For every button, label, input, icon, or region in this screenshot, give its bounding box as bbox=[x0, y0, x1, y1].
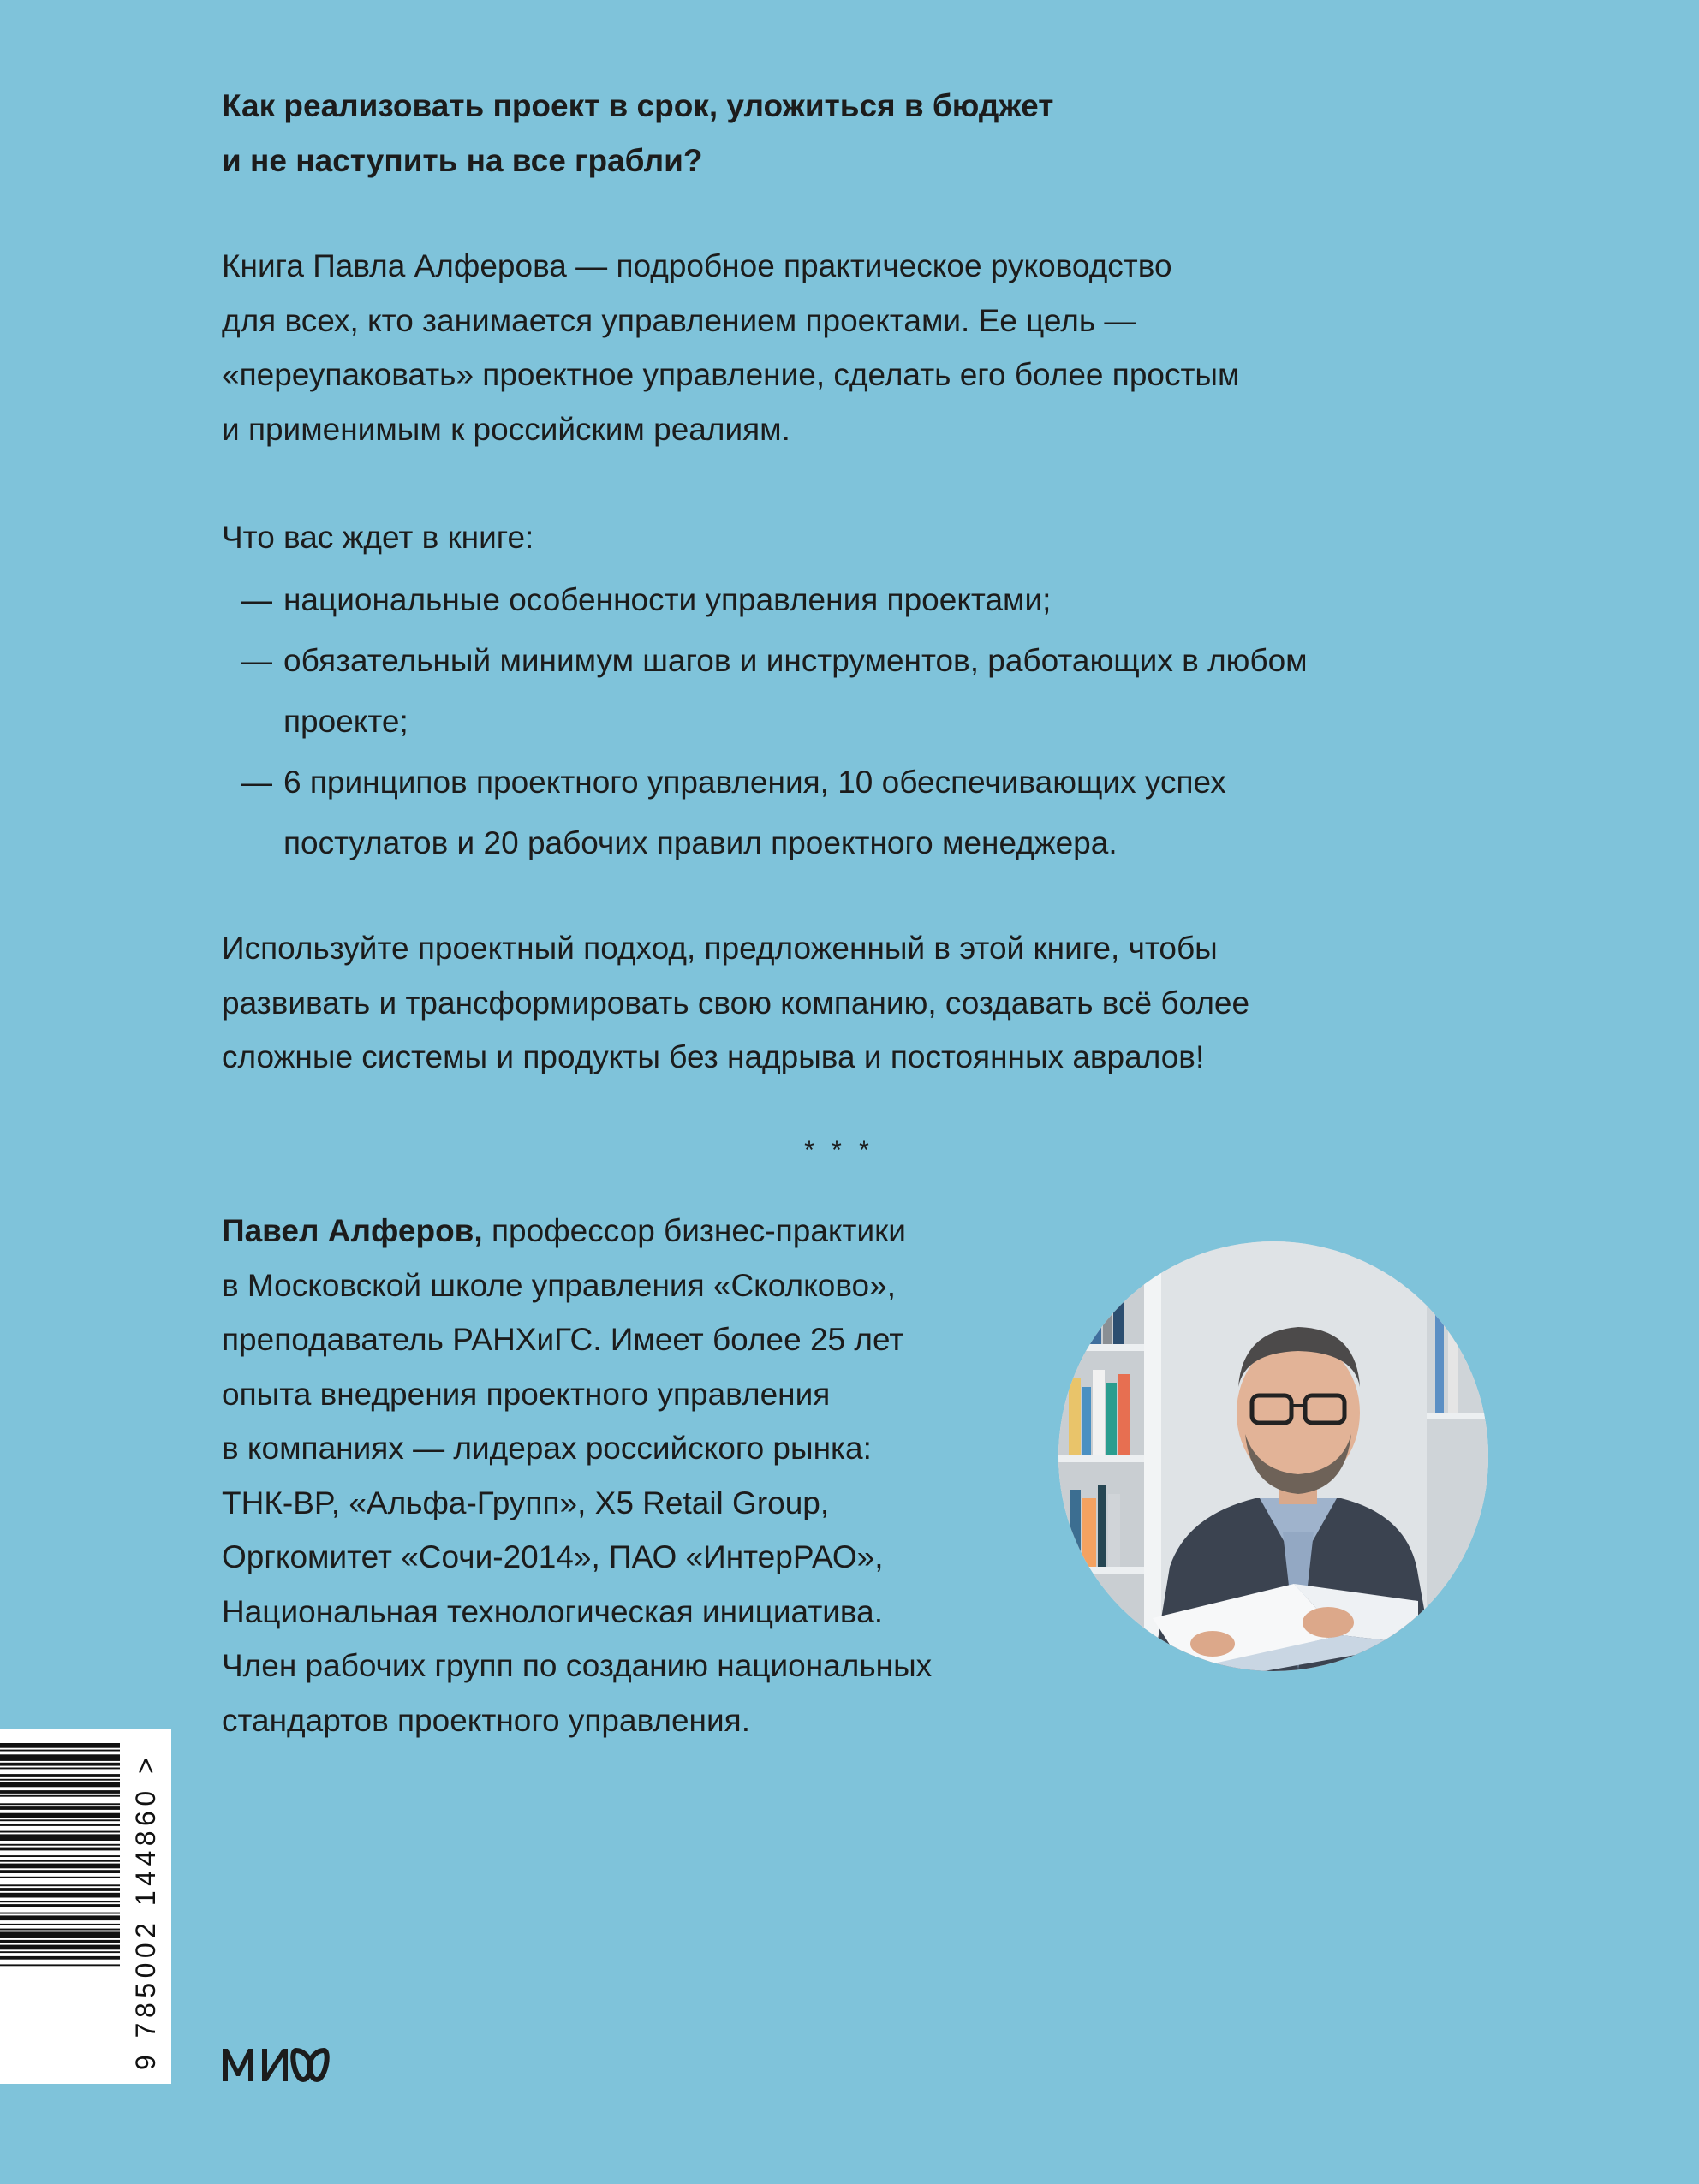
author-portrait-illustration bbox=[1058, 1241, 1488, 1671]
author-bio bbox=[222, 1204, 932, 1747]
intro-paragraph bbox=[222, 239, 1239, 456]
list-item bbox=[222, 752, 1308, 873]
bio-line: преподаватель РАНХиГС. Имеет более 25 лет bbox=[222, 1322, 904, 1357]
barcode-bar bbox=[0, 1779, 120, 1781]
list-item-line: постулатов и 20 рабочих правил проектного менеджера. bbox=[283, 825, 1118, 860]
barcode-bar bbox=[0, 1964, 120, 1966]
list-item bbox=[222, 569, 1308, 630]
barcode-bar bbox=[0, 1782, 120, 1788]
barcode-bar bbox=[0, 1795, 120, 1797]
barcode-bar bbox=[0, 1888, 120, 1891]
barcode-bar bbox=[0, 1931, 120, 1938]
closing-line-2: развивать и трансформировать свою компанию, создавать всё более bbox=[222, 985, 1250, 1021]
barcode-bar bbox=[0, 1893, 120, 1898]
barcode-bar bbox=[0, 1743, 120, 1748]
barcode-bar bbox=[0, 1945, 120, 1950]
barcode-digits: 9 785002 144860 > bbox=[130, 1753, 161, 2070]
intro-line-1: Книга Павла Алферова — подробное практическое руководство bbox=[222, 248, 1172, 283]
headline-line-2: и не наступить на все грабли? bbox=[222, 143, 703, 178]
bio-first-line-rest: профессор бизнес-практики bbox=[482, 1213, 906, 1248]
closing-line-1: Используйте проектный подход, предложенный в этой книге, чтобы bbox=[222, 931, 1218, 966]
feature-list bbox=[222, 569, 1308, 873]
author-name: Павел Алферов, bbox=[222, 1213, 483, 1248]
list-item bbox=[222, 630, 1308, 752]
barcode-bar bbox=[0, 1831, 120, 1833]
barcode-bar bbox=[0, 1834, 120, 1841]
barcode-bar bbox=[0, 1803, 120, 1805]
list-dash: — bbox=[241, 765, 272, 800]
list-item-line: 6 принципов проектного управления, 10 обеспечивающих успех bbox=[283, 765, 1226, 800]
barcode-bar bbox=[0, 1754, 120, 1761]
barcode-bar bbox=[0, 1813, 120, 1818]
bio-line: стандартов проектного управления. bbox=[222, 1702, 750, 1738]
bio-line: Оргкомитет «Сочи-2014», ПАО «ИнтерРАО», bbox=[222, 1539, 884, 1574]
barcode-bar bbox=[0, 1774, 120, 1777]
list-dash: — bbox=[241, 643, 272, 678]
barcode-bar bbox=[0, 1763, 120, 1766]
barcode-bar bbox=[0, 1860, 120, 1862]
barcode-bar bbox=[0, 1901, 120, 1902]
intro-line-2: для всех, кто занимается управлением проектами. Ее цель — bbox=[222, 302, 1136, 338]
barcode-bar bbox=[0, 1864, 120, 1869]
barcode-bar bbox=[0, 1819, 120, 1821]
barcode-bar bbox=[0, 1790, 120, 1794]
headline bbox=[222, 79, 1335, 188]
list-item-line: национальные особенности управления проектами; bbox=[283, 582, 1052, 617]
barcode-bar bbox=[0, 1915, 120, 1920]
bio-line: в Московской школе управления «Сколково», bbox=[222, 1267, 896, 1303]
bio-line: Член рабочих групп по созданию национальных bbox=[222, 1648, 933, 1683]
barcode-bar bbox=[0, 1806, 120, 1810]
barcode-bar bbox=[0, 1884, 120, 1886]
barcode-bar bbox=[0, 1824, 120, 1826]
bio-line-1 bbox=[222, 1204, 932, 1259]
mif-logo-icon bbox=[221, 2044, 358, 2086]
closing-line-3: сложные системы и продукты без надрыва и постоянных авралов! bbox=[222, 1039, 1205, 1074]
section-separator: * * * bbox=[804, 1136, 874, 1164]
barcode-bar bbox=[0, 1904, 120, 1907]
barcode-bar bbox=[0, 1877, 120, 1878]
list-item-line: проекте; bbox=[283, 704, 408, 739]
headline-line-1: Как реализовать проект в срок, уложиться в бюджет bbox=[222, 88, 1054, 123]
barcode-bar bbox=[0, 1844, 120, 1846]
closing-paragraph bbox=[222, 921, 1249, 1085]
barcode-bar bbox=[0, 1870, 120, 1873]
bio-line: Национальная технологическая инициатива. bbox=[222, 1593, 884, 1629]
barcode-bar bbox=[0, 1848, 120, 1851]
intro-line-3: «переупаковать» проектное управление, сделать его более простым bbox=[222, 357, 1240, 392]
barcode-bar bbox=[0, 1924, 120, 1925]
barcode-bar bbox=[0, 1929, 120, 1931]
barcode-bar bbox=[0, 1768, 120, 1770]
list-title: Что вас ждет в книге: bbox=[222, 520, 534, 555]
bio-line: ТНК-BP, «Альфа-Групп», X5 Retail Group, bbox=[222, 1485, 830, 1520]
barcode-bar bbox=[0, 1951, 120, 1953]
publisher-logo bbox=[221, 2044, 358, 2086]
barcode-bar bbox=[0, 1750, 120, 1752]
list-item-line: обязательный минимум шагов и инструментов, работающих в любом bbox=[283, 643, 1308, 678]
author-portrait bbox=[1058, 1241, 1488, 1671]
barcode-bar bbox=[0, 1940, 120, 1943]
barcode-bar bbox=[0, 1913, 120, 1914]
barcode-bar bbox=[0, 1855, 120, 1857]
bio-line: в компаниях — лидерах российского рынка: bbox=[222, 1431, 872, 1466]
list-dash: — bbox=[241, 582, 272, 617]
barcode-bar bbox=[0, 1956, 120, 1960]
bio-line: опыта внедрения проектного управления bbox=[222, 1376, 831, 1412]
intro-line-4: и применимым к российским реалиям. bbox=[222, 411, 790, 447]
